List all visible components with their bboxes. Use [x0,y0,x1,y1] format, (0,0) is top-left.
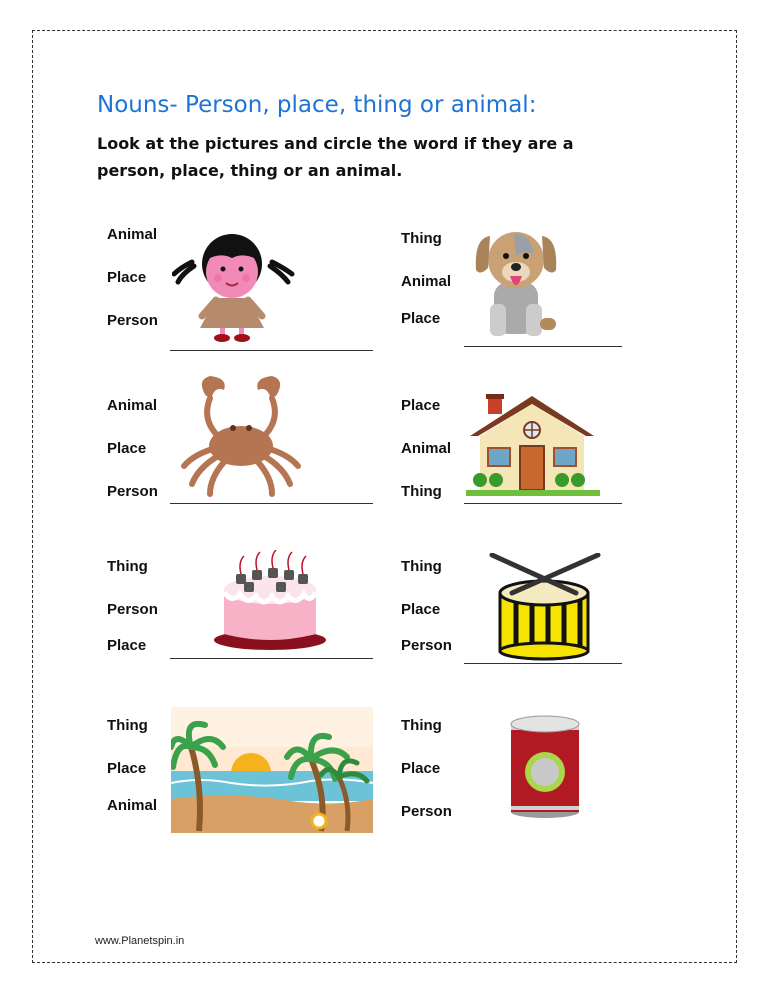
option-word[interactable]: Person [401,803,452,820]
drum-picture [484,553,604,661]
house-picture [466,390,600,498]
answer-line [170,658,373,659]
option-word[interactable]: Place [107,637,147,654]
option-word[interactable]: Place [401,601,441,618]
option-word[interactable]: Animal [401,440,452,457]
crab-picture [176,374,306,498]
option-word[interactable]: Place [107,760,147,777]
option-word[interactable]: Person [107,312,158,329]
option-word[interactable]: Person [401,637,452,654]
option-word[interactable]: Person [107,601,158,618]
option-word[interactable]: Place [401,760,441,777]
option-word[interactable]: Animal [107,226,158,243]
option-word[interactable]: Thing [107,558,148,575]
option-word[interactable]: Person [107,483,158,500]
cake-picture [210,550,330,654]
beach-picture [171,707,373,833]
option-word[interactable]: Animal [107,397,158,414]
answer-line [464,346,622,347]
instructions: Look at the pictures and circle the word if they are a person, place, thing or an animal. [97,134,574,180]
option-word[interactable]: Thing [401,558,442,575]
dog-picture [470,220,562,342]
option-word[interactable]: Thing [107,717,148,734]
answer-line [464,503,622,504]
option-word[interactable]: Place [401,397,441,414]
option-word[interactable]: Place [107,440,147,457]
option-word[interactable]: Place [401,310,441,327]
answer-line [170,350,373,351]
girl-picture [172,222,296,346]
option-word[interactable]: Thing [401,230,442,247]
answer-line [170,503,373,504]
option-word[interactable]: Thing [401,483,442,500]
can-picture [505,712,585,822]
option-word[interactable]: Place [107,269,147,286]
option-word[interactable]: Animal [401,273,452,290]
option-word[interactable]: Thing [401,717,442,734]
page-title: Nouns- Person, place, thing or animal: [97,92,537,118]
footer-url: www.Planetspin.in [95,935,185,947]
option-word[interactable]: Animal [107,797,158,814]
answer-line [464,663,622,664]
